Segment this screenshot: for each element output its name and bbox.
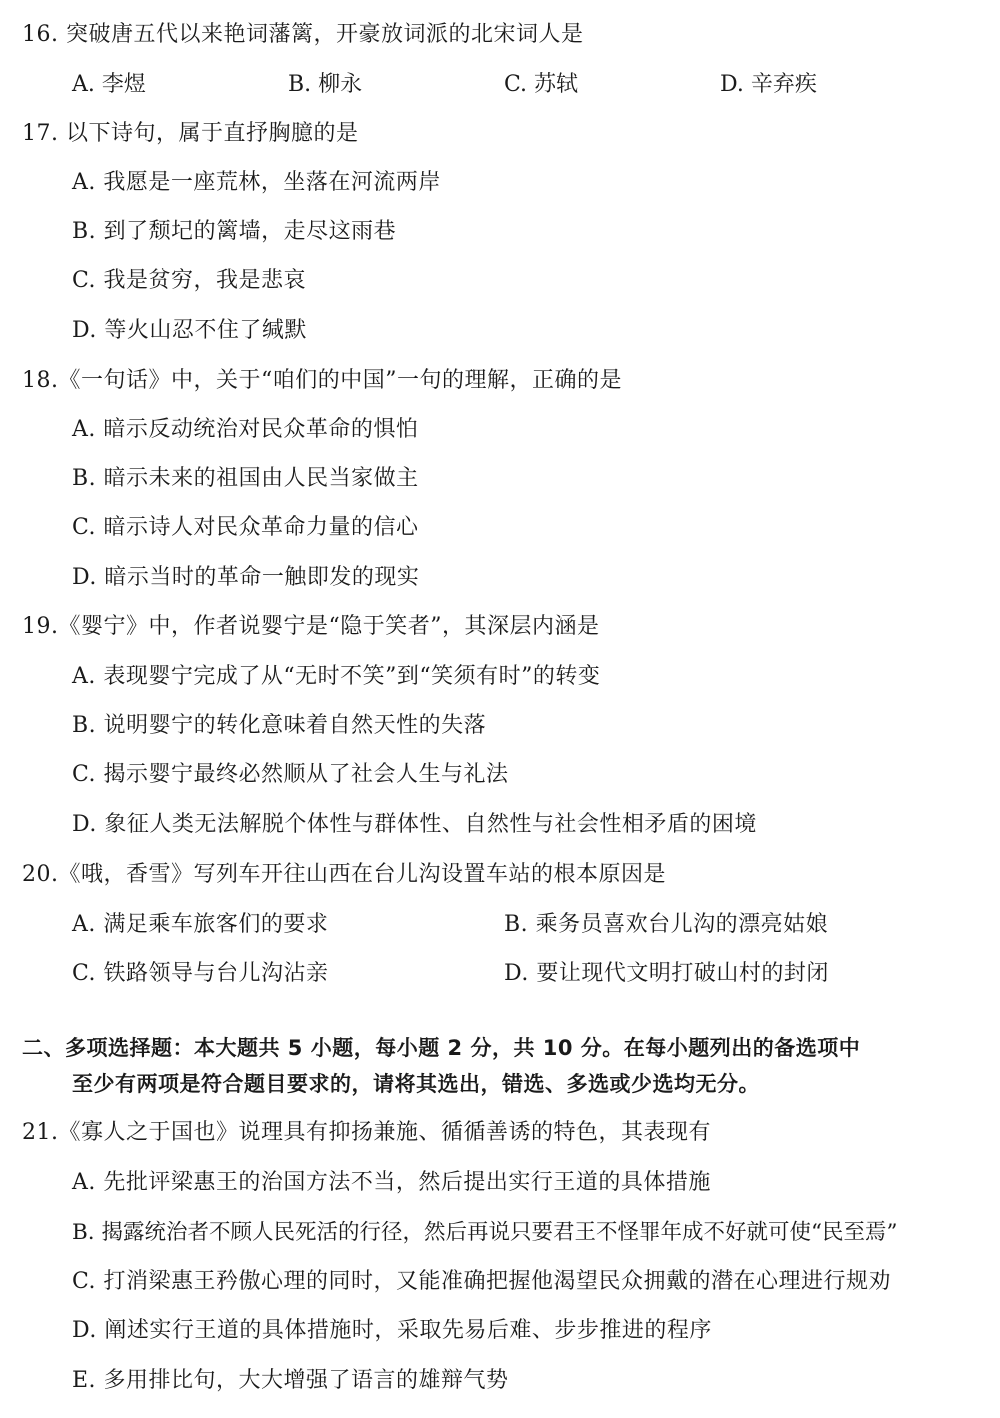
question-17-option-c: C. 我是贫穷，我是悲哀 [72, 268, 307, 293]
question-18-option-c: C. 暗示诗人对民众革命力量的信心 [72, 515, 419, 540]
question-21-option-b: B. 揭露统治者不顾人民死活的行径，然后再说只要君王不怪罪年成不好就可使“民至焉” [72, 1220, 898, 1245]
question-17-option-a: A. 我愿是一座荒林，坐落在河流两岸 [72, 170, 441, 195]
question-18-option-b: B. 暗示未来的祖国由人民当家做主 [72, 466, 419, 491]
question-20-option-c: C. 铁路领导与台儿沟沾亲 [72, 961, 329, 986]
question-18-option-a: A. 暗示反动统治对民众革命的惧怕 [72, 417, 419, 442]
question-16-stem: 16. 突破唐五代以来艳词藩篱，开豪放词派的北宋词人是 [22, 22, 584, 47]
question-20-stem: 20.《哦，香雪》写列车开往山西在台儿沟设置车站的根本原因是 [22, 862, 666, 887]
section-2-heading: 二、多项选择题：本大题共 5 小题，每小题 2 分，共 10 分。在每小题列出的备选项中 [22, 1036, 861, 1060]
question-20-option-a: A. 满足乘车旅客们的要求 [72, 912, 329, 937]
question-21-option-a: A. 先批评梁惠王的治国方法不当，然后提出实行王道的具体措施 [72, 1170, 711, 1195]
question-19-option-c: C. 揭示婴宁最终必然顺从了社会人生与礼法 [72, 762, 509, 787]
question-19-option-b: B. 说明婴宁的转化意味着自然天性的失落 [72, 713, 487, 738]
question-20-option-d: D. 要让现代文明打破山村的封闭 [504, 961, 829, 986]
question-20-option-b: B. 乘务员喜欢台儿沟的漂亮姑娘 [504, 912, 829, 937]
question-16-option-b: B. 柳永 [288, 72, 363, 97]
question-17-stem: 17. 以下诗句，属于直抒胸臆的是 [22, 121, 359, 146]
question-21-option-d: D. 阐述实行王道的具体措施时，采取先易后难、步步推进的程序 [72, 1318, 712, 1343]
question-19-option-d: D. 象征人类无法解脱个体性与群体性、自然性与社会性相矛盾的困境 [72, 812, 757, 837]
question-19-option-a: A. 表现婴宁完成了从“无时不笑”到“笑须有时”的转变 [72, 664, 601, 689]
question-18-stem: 18.《一句话》中，关于“咱们的中国”一句的理解，正确的是 [22, 368, 622, 393]
section-2-instructions: 至少有两项是符合题目要求的，请将其选出，错选、多选或少选均无分。 [72, 1072, 760, 1096]
question-18-option-d: D. 暗示当时的革命一触即发的现实 [72, 565, 420, 590]
question-17-option-b: B. 到了颓圮的篱墙，走尽这雨巷 [72, 219, 397, 244]
question-17-option-d: D. 等火山忍不住了缄默 [72, 318, 307, 343]
question-21-option-c: C. 打消梁惠王矜傲心理的同时，又能准确把握他渴望民众拥戴的潜在心理进行规劝 [72, 1269, 892, 1294]
question-19-stem: 19.《婴宁》中，作者说婴宁是“隐于笑者”，其深层内涵是 [22, 614, 600, 639]
question-16-option-c: C. 苏轼 [504, 72, 579, 97]
question-16-option-a: A. 李煜 [72, 72, 146, 97]
question-21-stem: 21.《寡人之于国也》说理具有抑扬兼施、循循善诱的特色，其表现有 [22, 1120, 711, 1145]
question-16-option-d: D. 辛弃疾 [720, 72, 817, 97]
question-21-option-e: E. 多用排比句，大大增强了语言的雄辩气势 [72, 1368, 509, 1393]
